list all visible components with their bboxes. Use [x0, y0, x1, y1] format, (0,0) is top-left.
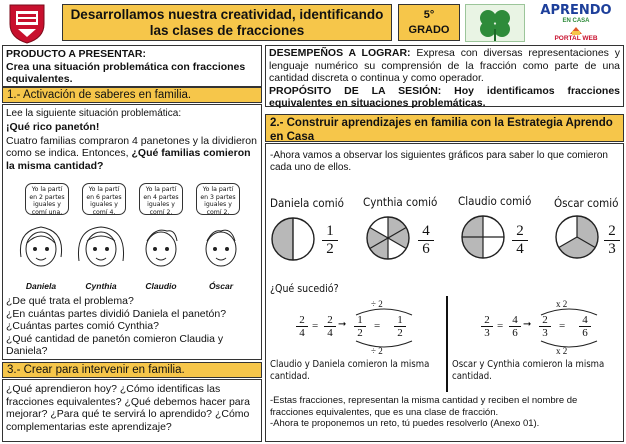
right-op-top: x 2 [556, 299, 568, 309]
section2-content [265, 143, 624, 442]
closing-line-2: -Ahora te proponemos un reto, tú puedes resolverlo (Anexo 01). [270, 418, 540, 429]
fraction-oscar-num: 2 [604, 223, 620, 241]
left-frac-c-den: 2 [357, 327, 363, 339]
product-box [2, 45, 262, 87]
right-arc-bottom [539, 340, 599, 350]
question-3: ¿Cuántas partes comió Cynthia? [6, 320, 159, 332]
desempenos-box [265, 45, 624, 107]
section2-title: 2.- Construir aprendizajes en familia con la Estrategia Aprendo en Casa [270, 117, 613, 143]
fraction-daniela-den: 2 [326, 241, 334, 257]
right-equivalence [481, 296, 621, 354]
left-op-bottom: ÷ 2 [371, 346, 383, 356]
desempenos-text [269, 47, 620, 85]
closing-line-1: -Estas fracciones, representan la misma cantidad y reciben el nombre de fracciones equivalentes, que es una clase de fracción. [270, 395, 578, 418]
closing-paragraph [270, 395, 620, 430]
grade-label: GRADO [408, 24, 450, 36]
right-op-bottom: x 2 [556, 346, 568, 356]
right-frac-b-num: 4 [509, 314, 521, 327]
fraction-oscar [604, 223, 620, 258]
section1-title-bar [2, 87, 262, 103]
right-frac-a-den: 3 [484, 327, 490, 339]
proposito-text [269, 85, 620, 110]
section2-question: ¿Qué sucedió? [270, 283, 339, 295]
aprendo-logo-text: APRENDO [540, 3, 612, 18]
section3-title: 3.- Crear para intervenir en familia. [7, 364, 185, 376]
school-crest [4, 2, 50, 44]
right-frac-d [579, 314, 591, 339]
cynthia-face [78, 227, 123, 266]
grade-number: 5° [423, 9, 435, 21]
right-frac-a [481, 314, 493, 339]
proposito-body: Hoy identificamos fracciones equivalentes en situaciones problemáticas. [269, 84, 620, 109]
aprendo-en-casa-logo [530, 4, 622, 42]
left-frac-b [324, 314, 336, 339]
pie-oscar [554, 214, 600, 260]
section1-content [2, 104, 262, 360]
right-frac-b-den: 6 [512, 327, 518, 339]
right-arrow-icon: ➞ [523, 319, 532, 330]
question-2: ¿En cuántas partes dividió Daniela el panetón? [6, 307, 227, 320]
left-frac-d [394, 314, 406, 339]
right-caption: Oscar y Cynthia comieron la misma cantidad. [452, 359, 605, 382]
clover-logo [465, 4, 525, 42]
pie-cynthia [364, 214, 412, 262]
session-title-line2: las clases de fracciones [149, 23, 305, 38]
left-frac-b-num: 2 [324, 314, 336, 327]
section1-questions [6, 295, 258, 358]
name-daniela: Daniela [25, 281, 57, 291]
pie-claudio [460, 214, 506, 260]
right-frac-d-den: 6 [582, 327, 588, 339]
fraction-cynthia-den: 6 [422, 241, 430, 257]
label-oscar: Óscar comió [554, 196, 619, 210]
fraction-oscar-den: 3 [608, 241, 616, 257]
section3-title-bar [2, 362, 262, 378]
desempenos-body: Expresa con diversas representaciones y lenguaje numérico su comprensión de la fracción como parte de una cantidad discreta o continua y como operador. [269, 47, 620, 84]
claudio-face [146, 230, 177, 266]
house-icon [530, 25, 622, 35]
right-frac-b [509, 314, 521, 339]
name-cynthia: Cynthia [85, 281, 117, 291]
section1-problem-question: ¿Qué familias comieron la misma cantidad? [6, 147, 251, 172]
fraction-cynthia-num: 4 [418, 223, 434, 241]
name-claudio: Claudio [145, 281, 177, 291]
grade-badge [398, 4, 460, 41]
bubble-oscar: Yo la partí en 3 partes iguales y comí 2. [196, 183, 240, 215]
right-frac-c-num: 2 [539, 314, 551, 327]
left-frac-a [296, 314, 308, 339]
left-frac-b-den: 4 [327, 327, 333, 339]
right-frac-c-den: 3 [542, 327, 548, 339]
left-frac-c [354, 314, 366, 339]
question-1: ¿De qué trata el problema? [6, 295, 134, 307]
fraction-claudio-num: 2 [512, 223, 528, 241]
left-frac-a-den: 4 [299, 327, 305, 339]
label-daniela: Daniela comió [270, 196, 344, 210]
name-oscar: Óscar [208, 281, 234, 291]
section1-title: 1.- Activación de saberes en familia. [7, 89, 192, 101]
right-frac-d-num: 4 [579, 314, 591, 327]
right-equals-2: = [559, 320, 566, 332]
left-equivalence [296, 296, 444, 354]
right-frac-a-num: 2 [481, 314, 493, 327]
left-op-top: ÷ 2 [371, 299, 383, 309]
label-cynthia: Cynthia comió [363, 195, 438, 209]
left-equals-2: = [374, 320, 381, 332]
proposito-label: PROPÓSITO DE LA SESIÓN: [269, 84, 442, 97]
right-arrow-icon: ➞ [338, 319, 347, 330]
label-claudio: Claudio comió [458, 194, 532, 208]
section1-intro: Lee la siguiente situación problemática: [6, 108, 182, 119]
left-caption: Claudio y Daniela comieron la misma cantidad. [270, 359, 430, 382]
section1-problem [6, 135, 258, 173]
product-text: Crea una situación problemática con fracciones equivalentes. [6, 60, 246, 85]
section2-intro: -Ahora vamos a observar los siguientes gráficos para saber lo que comieron cada uno de ellos. [270, 150, 608, 173]
section3-questions: ¿Qué aprendieron hoy? ¿Cómo identificas las fracciones equivalentes? ¿Qué debemos hacer para mejorar? ¿Para qué te servirá lo aprendido? ¿Cómo complementarias este aprendizaje? [6, 383, 250, 433]
left-frac-d-num: 1 [394, 314, 406, 327]
fraction-claudio-den: 4 [516, 241, 524, 257]
oscar-face [206, 230, 236, 266]
right-frac-c [539, 314, 551, 339]
left-arc-bottom [354, 340, 414, 350]
fraction-claudio [512, 223, 528, 258]
question-4: ¿Qué cantidad de panetón comieron Claudia y Daniela? [6, 332, 224, 357]
bubble-daniela: Yo la partí en 2 partes iguales y comí una. [25, 183, 69, 215]
desempenos-label: DESEMPEÑOS A LOGRAR: [269, 47, 411, 59]
vertical-divider [446, 296, 448, 392]
section1-problem-text: Cuatro familias compraron 4 panetones y la dividieron como se indica. Entonces, [6, 134, 257, 159]
left-equals-1: = [312, 320, 319, 332]
left-frac-c-num: 1 [354, 314, 366, 327]
character-faces [9, 217, 257, 277]
section3-content [2, 379, 262, 442]
fraction-cynthia [418, 223, 434, 258]
portal-web-text: PORTAL WEB [554, 35, 598, 42]
daniela-face [20, 227, 61, 266]
left-frac-d-den: 2 [397, 327, 403, 339]
bubble-cynthia: Yo la partí en 6 partes iguales y comí 4. [82, 183, 126, 215]
section1-exclaim: ¡Qué rico panetón! [6, 121, 100, 133]
bubble-claudio: Yo la partí en 4 partes iguales y comí 2. [139, 183, 183, 215]
aprendo-logo-subtext: EN CASA [562, 18, 590, 24]
session-title-line1: Desarrollamos nuestra creatividad, identificando [70, 7, 384, 22]
session-title [62, 4, 392, 41]
section2-title-bar [265, 114, 624, 142]
pie-daniela [270, 216, 316, 262]
product-label: PRODUCTO A PRESENTAR: [6, 48, 147, 60]
left-frac-a-num: 2 [296, 314, 308, 327]
right-equals-1: = [497, 320, 504, 332]
fraction-daniela [322, 223, 338, 258]
fraction-daniela-num: 1 [322, 223, 338, 241]
